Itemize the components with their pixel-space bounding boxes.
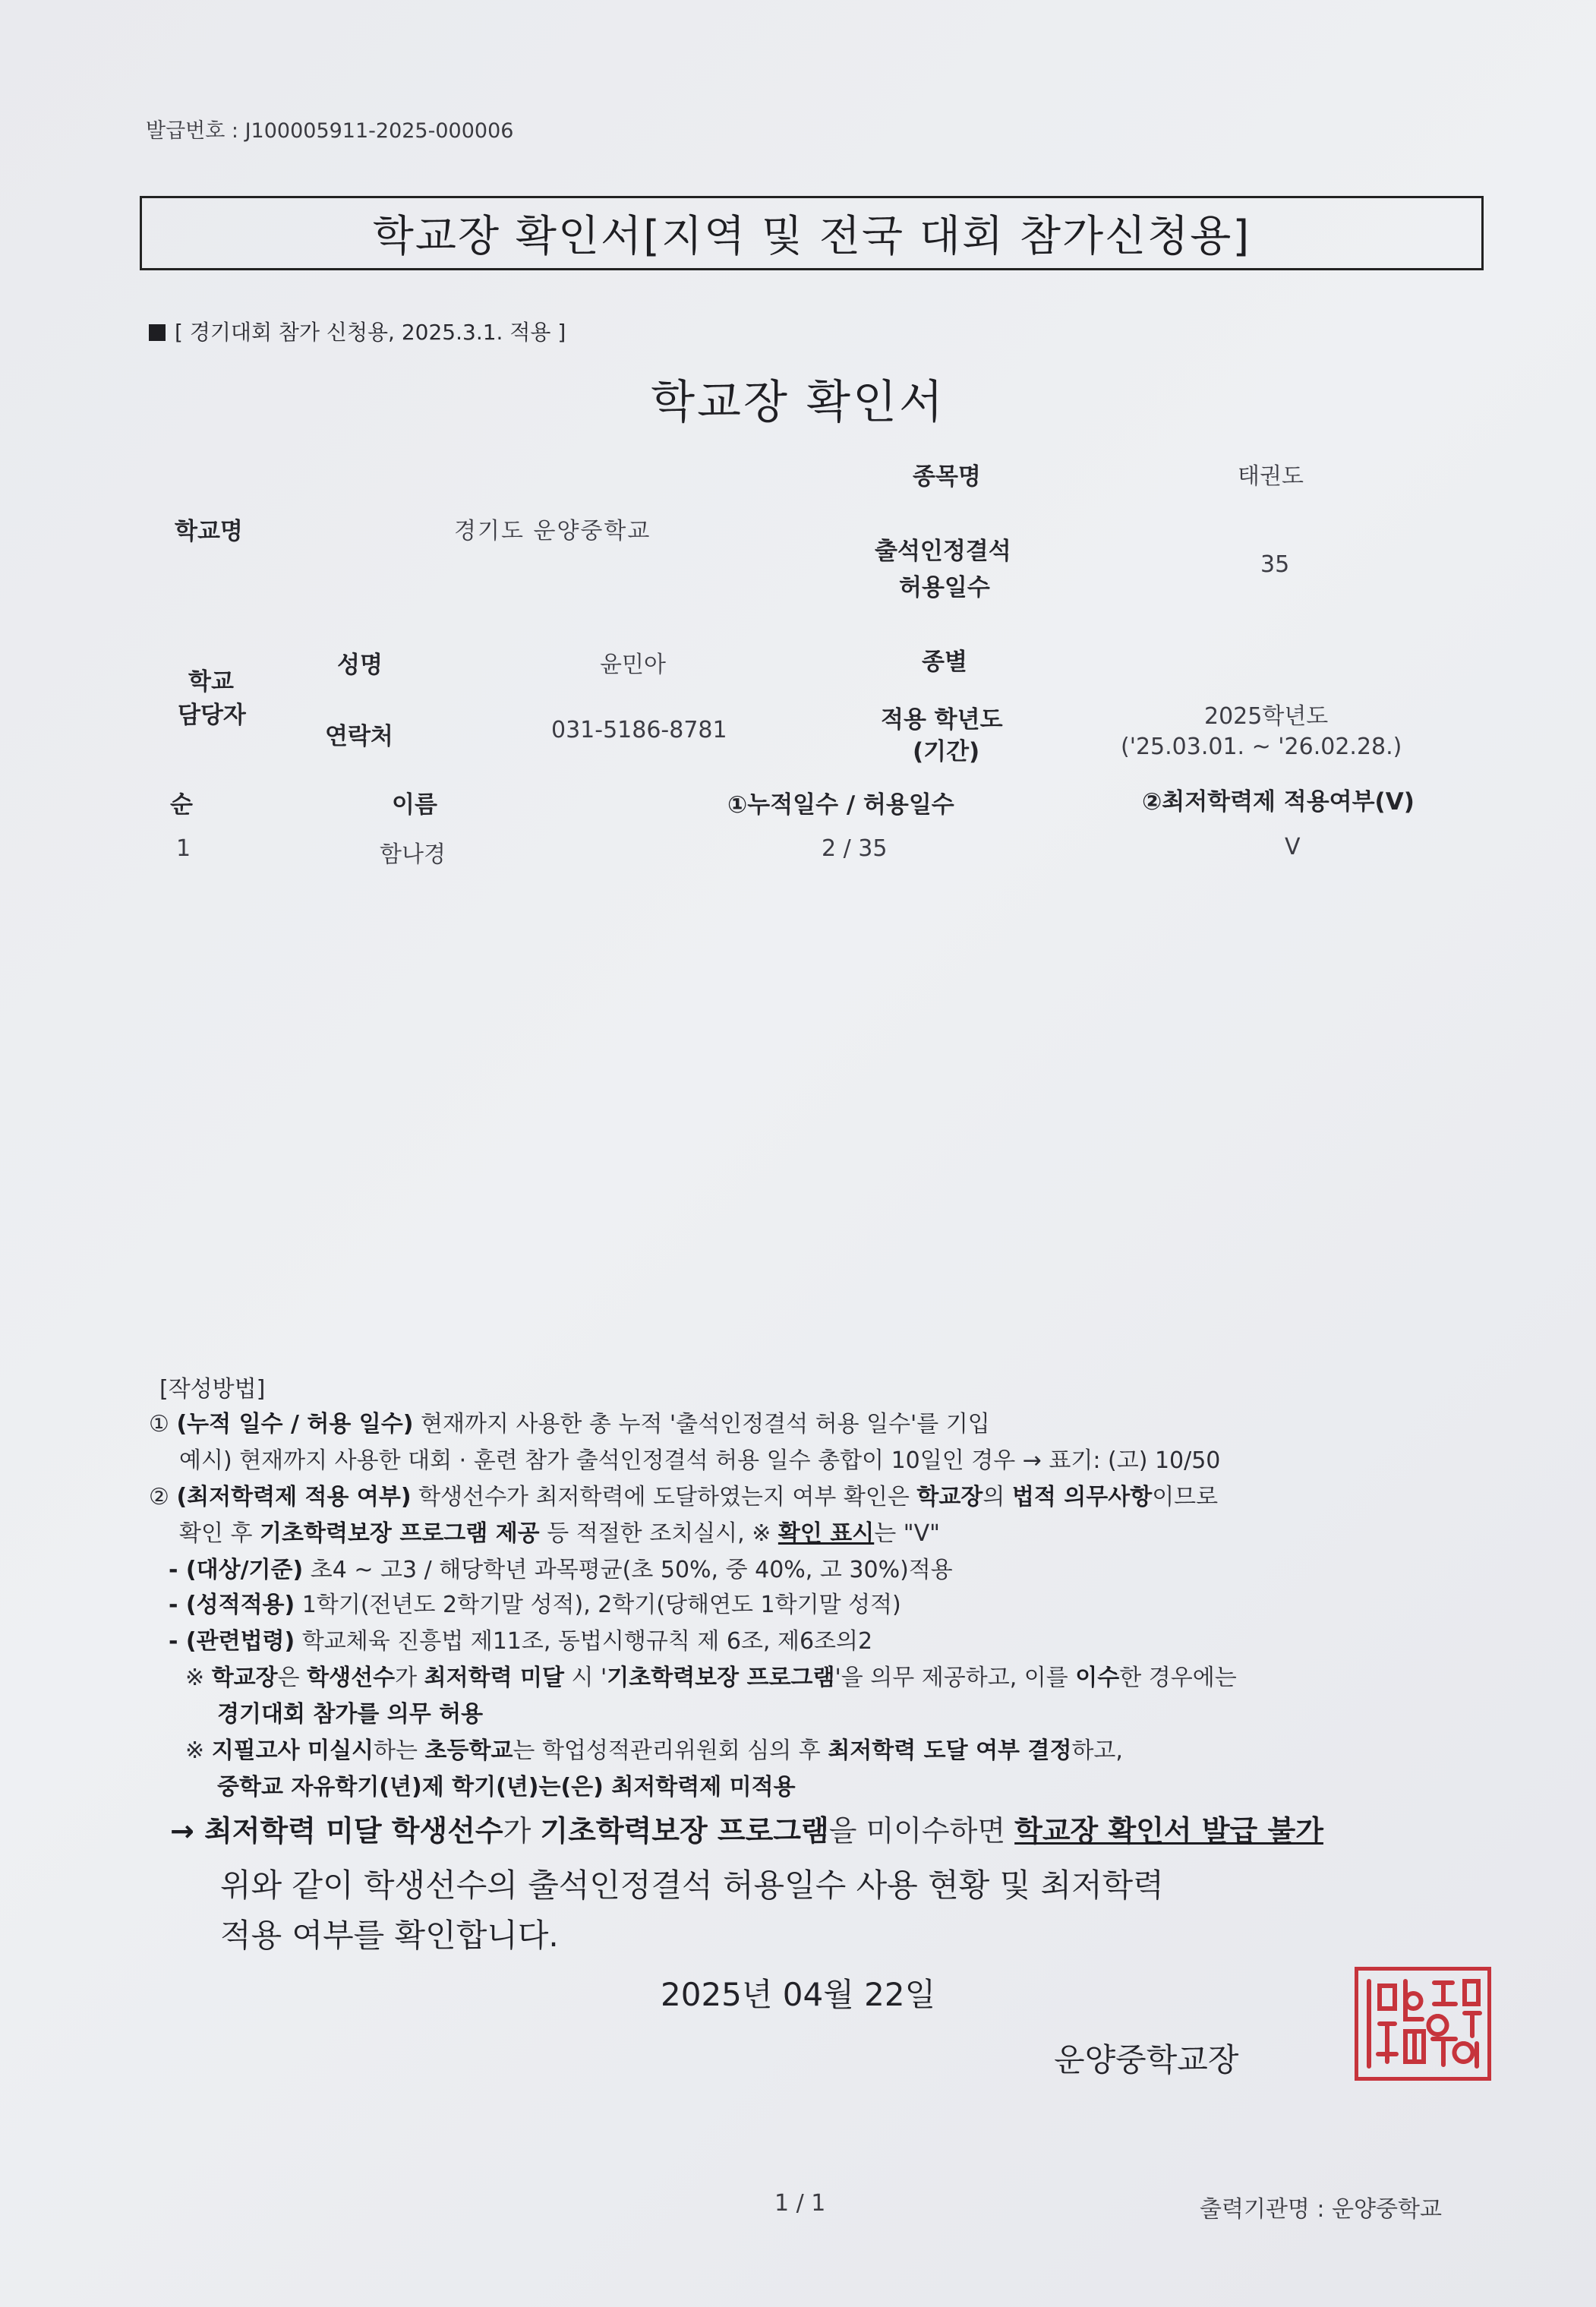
page-number: 1 / 1: [774, 2190, 826, 2217]
guide-l3-bold: (최저학력제 적용 여부): [176, 1484, 412, 1510]
year-value-line1: 2025학년도: [1204, 703, 1329, 730]
guide-line-9: [217, 1695, 483, 1728]
guide-l12-c: 기초학력보장 프로그램: [540, 1814, 829, 1848]
table-header-name: 이름: [392, 791, 437, 819]
staff-label-line1: 학교: [188, 668, 234, 696]
guide-l12-a: → 최저학력 미달 학생선수: [170, 1814, 503, 1848]
name-value: 윤민아: [600, 652, 666, 678]
guide-l8-k: 한 경우에는: [1119, 1665, 1237, 1691]
square-bullet-icon: [149, 324, 166, 341]
guide-l10-c: 하는: [374, 1737, 425, 1764]
issue-number: 발급번호 : J100005911-2025-000006: [146, 119, 514, 143]
table-header-min-academic: ②최저학력제 적용여부(V): [1142, 788, 1415, 816]
guide-line-3: [149, 1478, 1218, 1511]
absence-value: 35: [1260, 551, 1290, 578]
header-title: 학교장 확인서[지역 및 전국 대회 참가신청용]: [372, 212, 1251, 261]
guide-l8-f: 최저학력 미달: [424, 1665, 564, 1691]
guide-line-10: [185, 1731, 1123, 1765]
sub-note-text: [ 경기대회 참가 신청용, 2025.3.1. 적용 ]: [175, 320, 566, 345]
table-header-no: 순: [170, 791, 193, 819]
guide-l8-e: 가: [395, 1665, 424, 1691]
guide-l1-bold: (누적 일수 / 허용 일수): [176, 1411, 414, 1438]
guide-line-12: [170, 1807, 1323, 1849]
confirmation-line-2: 적용 여부를 확인합니다.: [220, 1917, 559, 1954]
guide-l12-d: 을 미이수: [828, 1814, 950, 1848]
guide-circle-2: ②: [149, 1484, 169, 1510]
principal-title: 운양중학교장: [1054, 2041, 1239, 2078]
sport-value: 태권도: [1238, 463, 1304, 490]
guide-line-4: [179, 1514, 940, 1548]
table-cell-check: V: [1285, 834, 1301, 860]
guide-l8-h: 기초학력보장 프로그램: [607, 1665, 835, 1691]
guide-l8-c: 은: [277, 1665, 308, 1691]
guide-l4-d: 확인 표시: [777, 1520, 875, 1547]
guide-l3-a: 학생선수가 최저학력에 도달하였는지 여부 확인은: [411, 1484, 917, 1510]
guide-line-1: [149, 1405, 990, 1438]
guide-l12-b: 가: [503, 1814, 541, 1848]
guide-circle-1: ①: [149, 1411, 169, 1438]
year-label-line1: 적용 학년도: [881, 706, 1003, 734]
table-cell-name: 함나경: [380, 841, 446, 868]
guide-l10-d: 초등학교: [424, 1737, 513, 1764]
guide-line-5: [169, 1551, 953, 1584]
school-seal-stamp: [1355, 1967, 1491, 2081]
guide-l6-bold: - (성적적용): [169, 1592, 295, 1618]
guide-l6-text: 1학기(전년도 2학기말 성적), 2학기(당해연도 1학기말 성적): [295, 1592, 901, 1618]
contact-value: 031-5186-8781: [551, 717, 727, 743]
guide-l8-d: 학생선수: [307, 1665, 396, 1691]
absence-label-line1: 출석인정결석: [875, 538, 1011, 565]
year-label-line2: (기간): [913, 738, 980, 765]
guide-l12-e: 하면: [949, 1814, 1015, 1848]
guide-l10-f: 최저학력 도달 여부 결정: [828, 1737, 1072, 1764]
contact-label: 연락처: [325, 723, 393, 750]
guide-l4-c: 등 적절한 조치실시, ※: [539, 1520, 778, 1547]
guide-l7-text: 학교체육 진흥법 제11조, 동법시행규칙 제 6조, 제6조의2: [295, 1628, 873, 1655]
issue-date: 2025년 04월 22일: [661, 1976, 936, 2013]
guide-line-2: 예시) 현재까지 사용한 대회 · 훈련 참가 출석인정결석 허용 일수 총합이 10일인 경우 → 표기: (고) 10/50: [179, 1447, 1221, 1474]
guide-l1-text: 현재까지 사용한 총 누적 '출석인정결석 허용 일수'를 기입: [413, 1411, 990, 1438]
guide-l4-b: 기초학력보장 프로그램 제공: [260, 1520, 540, 1547]
guide-l7-bold: - (관련법령): [169, 1628, 295, 1655]
name-label: 성명: [337, 652, 383, 679]
guide-l8-b: 학교장: [211, 1665, 278, 1691]
guide-line-7: [169, 1622, 872, 1655]
guide-line-8: [185, 1658, 1237, 1692]
school-label: 학교명: [175, 518, 243, 545]
absence-label-line2: 허용일수: [899, 574, 990, 601]
issuing-institution: 출력기관명 : 운양중학교: [1200, 2196, 1442, 2223]
document-title: 학교장 확인서: [651, 376, 945, 429]
guide-l12-f: 학교장 확인서 발급 불가: [1014, 1814, 1323, 1848]
confirmation-line-1: 위와 같이 학생선수의 출석인정결석 허용일수 사용 현황 및 최저학력: [220, 1867, 1164, 1904]
guide-heading: [작성방법]: [159, 1376, 266, 1403]
guide-l10-a: ※: [185, 1737, 212, 1764]
sport-label: 종목명: [913, 463, 981, 491]
guide-l8-j: 이수: [1075, 1665, 1120, 1691]
year-value-line2: ('25.03.01. ~ '26.02.28.): [1121, 734, 1402, 760]
guide-l10-g: 하고,: [1071, 1737, 1123, 1764]
guide-l11-bold: 중학교 자유학기(년)제 학기(년)는(은) 최저학력제 미적용: [217, 1774, 796, 1800]
guide-l9-bold: 경기대회 참가를 의무 허용: [217, 1701, 484, 1728]
guide-l3-b: 학교장: [916, 1484, 983, 1510]
table-cell-days: 2 / 35: [822, 835, 888, 862]
guide-l3-d: 법적 의무사항: [1011, 1484, 1153, 1510]
seal-pattern-icon: [1358, 1971, 1487, 2077]
guide-l4-e: 는 "V": [874, 1520, 940, 1547]
guide-l5-bold: - (대상/기준): [169, 1557, 304, 1583]
guide-l5-text: 초4 ~ 고3 / 해당학년 과목평균(초 50%, 중 40%, 고 30%)적용: [303, 1557, 953, 1583]
guide-l10-e: 는 학업성적관리위원회 심의 후: [513, 1737, 828, 1764]
guide-l10-b: 지필고사 미실시: [211, 1737, 374, 1764]
guide-l8-g: 시 ': [563, 1665, 607, 1691]
confirmation-statement: [220, 1860, 1164, 1961]
header-title-box: [140, 196, 1484, 270]
guide-l4-a: 확인 후: [179, 1520, 260, 1547]
guide-l3-e: 이므로: [1152, 1484, 1219, 1510]
table-cell-no: 1: [176, 835, 191, 862]
guide-line-6: [169, 1586, 901, 1619]
guide-l8-a: ※: [185, 1665, 212, 1691]
sub-note: [149, 316, 566, 346]
guide-l8-i: '을 의무 제공하고, 이를: [834, 1665, 1076, 1691]
table-header-days: ①누적일수 / 허용일수: [727, 791, 954, 819]
guide-l3-c: 의: [983, 1484, 1012, 1510]
school-value: 경기도 운양중학교: [454, 518, 651, 544]
guide-line-11: [217, 1768, 796, 1801]
staff-label-line2: 담당자: [178, 702, 246, 729]
type-label: 종별: [922, 649, 967, 676]
